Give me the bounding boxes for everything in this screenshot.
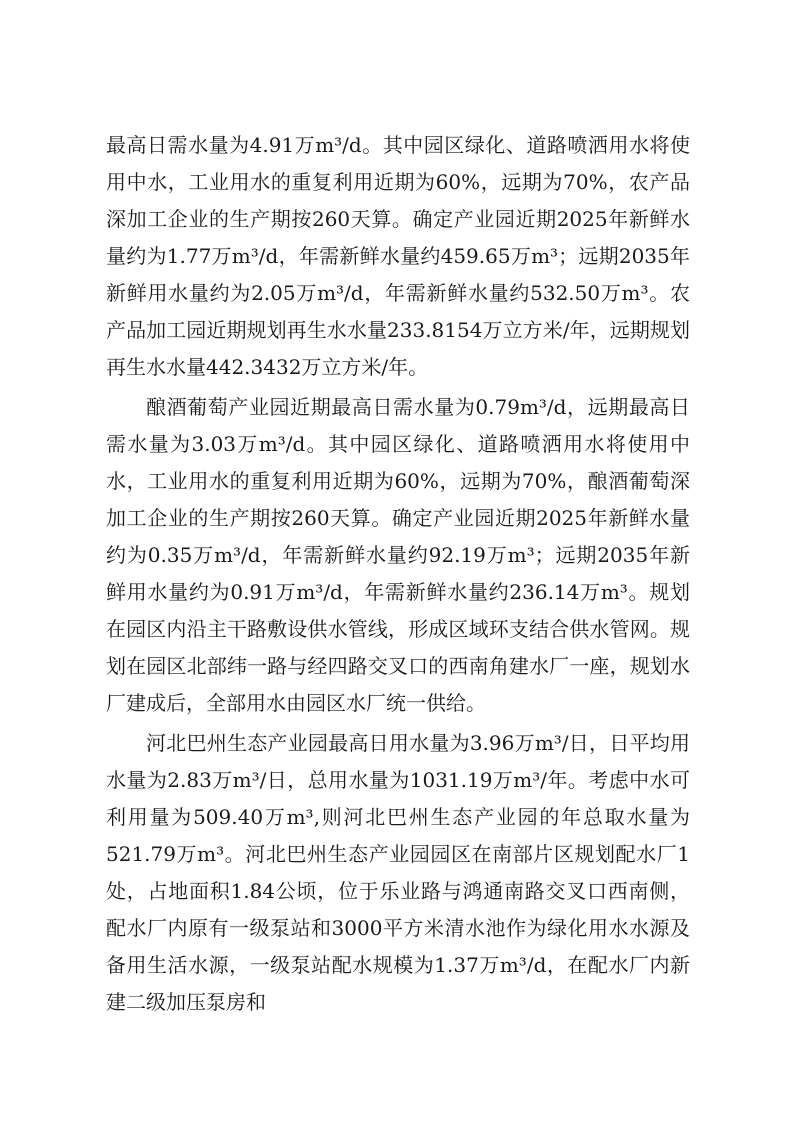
paragraph-1: 最高日需水量为4.91万m³/d。其中园区绿化、道路喷洒用水将使用中水，工业用水的重复利用近期为60%，远期为70%，农产品深加工企业的生产期按260天算。确定产业园近期2025年新鲜水量约为1.77万m³/d，年需新鲜水量约459.65万m³；远期2035年新鲜用水量约为2.05万m³/d，年需新鲜水量约532.50万m³。农产品加工园近期规划再生水水量233.8154万立方米/年，远期规划再生水水量442.3432万立方米/年。 <box>106 133 690 379</box>
document-body <box>106 127 690 1024</box>
paragraph-2: 酿酒葡萄产业园近期最高日需水量为0.79m³/d，远期最高日需水量为3.03万m³/d。其中园区绿化、道路喷洒用水将使用中水，工业用水的重复利用近期为60%，远期为70%，酿酒葡萄深加工企业的生产期按260天算。确定产业园近期2025年新鲜水量约为0.35万m³/d，年需新鲜水量约92.19万m³；远期2035年新鲜用水量约为0.91万m³/d，年需新鲜水量约236.14万m³。规划在园区内沿主干路敷设供水管线，形成区域环支结合供水管网。规划在园区北部纬一路与经四路交叉口的西南角建水厂一座，规划水厂建成后，全部用水由园区水厂统一供给。 <box>106 395 690 715</box>
paragraph-3: 河北巴州生态产业园最高日用水量为3.96万m³/日，日平均用水量为2.83万m³/日，总用水量为1031.19万m³/年。考虑中水可利用量为509.40万m³,则河北巴州生态产业园的年总取水量为521.79万m³。河北巴州生态产业园园区在南部片区规划配水厂1处，占地面积1.84公顷，位于乐业路与鸿通南路交叉口西南侧，配水厂内原有一级泵站和3000平方米清水池作为绿化用水水源及备用生活水源，一级泵站配水规模为1.37万m³/d，在配水厂内新建二级加压泵房和 <box>106 731 690 1014</box>
